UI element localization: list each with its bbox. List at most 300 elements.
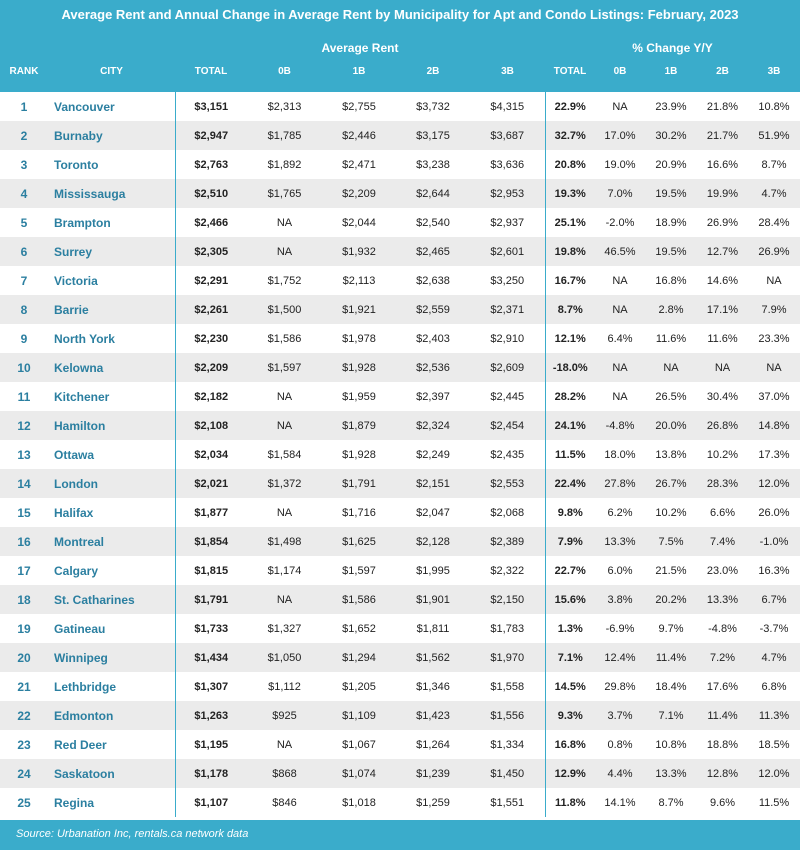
cell-rent-1b: $1,716 [342, 506, 376, 519]
cell-change-3b: 10.8% [758, 100, 790, 113]
table-row [0, 179, 800, 208]
cell-rent-total: $1,854 [175, 527, 247, 556]
cell-change-2b: 30.4% [706, 390, 739, 403]
cell-city: Toronto [54, 157, 99, 172]
cell-rank: 17 [17, 563, 31, 578]
column-header-change-3b: 3B [767, 66, 781, 77]
cell-rent-2b: $1,423 [396, 701, 470, 730]
cell-city: St. Catharines [48, 585, 175, 614]
table-row [0, 237, 800, 266]
cell-change-2b: NA [697, 353, 748, 382]
cell-change-3b: 6.8% [761, 680, 787, 693]
table-row [0, 759, 800, 788]
cell-change-0b: -6.9% [605, 622, 635, 635]
cell-rent-3b: $2,553 [470, 469, 545, 498]
column-header-change-total: TOTAL [553, 66, 587, 77]
cell-change-total: 20.8% [545, 150, 595, 179]
cell-rent-2b: $3,175 [396, 121, 470, 150]
cell-city: Brampton [54, 215, 111, 230]
cell-change-2b: 7.4% [697, 527, 748, 556]
cell-rent-0b: $1,050 [247, 643, 322, 672]
cell-rent-total: $2,108 [175, 411, 247, 440]
cell-change-2b: 28.3% [697, 469, 748, 498]
cell-rent-total: $2,291 [175, 266, 247, 295]
cell-rent-2b: $2,403 [416, 332, 450, 345]
cell-rank: 13 [17, 447, 31, 462]
cell-rent-3b: $3,250 [490, 274, 525, 287]
table-row [0, 643, 800, 672]
cell-change-2b: 17.6% [706, 680, 739, 693]
cell-change-3b: -3.7% [759, 622, 789, 635]
cell-rent-1b: $1,074 [322, 759, 396, 788]
cell-change-3b: 18.5% [758, 738, 790, 751]
cell-city: Halifax [54, 505, 94, 520]
cell-change-total: 16.7% [545, 266, 595, 295]
cell-rent-0b: $925 [247, 701, 322, 730]
column-header-change-2b: 2B [716, 66, 729, 77]
cell-rent-0b: $1,785 [247, 121, 322, 150]
cell-rank: 25 [17, 795, 31, 810]
table-row [0, 324, 800, 353]
cell-change-1b: 9.7% [658, 622, 684, 635]
cell-rent-2b: $1,239 [396, 759, 470, 788]
cell-rent-1b: $1,791 [322, 469, 396, 498]
cell-rank: 21 [17, 679, 31, 694]
cell-change-total: 22.7% [545, 556, 595, 585]
cell-rank: 16 [0, 527, 48, 556]
cell-rent-1b: $1,205 [342, 680, 376, 693]
cell-change-0b: 46.5% [595, 237, 645, 266]
cell-change-total: 11.8% [545, 788, 595, 817]
cell-change-3b: 14.8% [748, 411, 800, 440]
table-row [0, 701, 800, 730]
cell-change-1b: 2.8% [645, 295, 697, 324]
percent-change-group-label: % Change Y/Y [632, 41, 713, 55]
cell-rent-3b: $1,970 [470, 643, 545, 672]
table-row [0, 498, 800, 527]
cell-city: Montreal [48, 527, 175, 556]
cell-rent-3b: $2,389 [470, 527, 545, 556]
cell-change-0b: 17.0% [595, 121, 645, 150]
source-note: Source: Urbanation Inc, rentals.ca network data [16, 828, 249, 840]
cell-change-2b: 26.9% [706, 216, 739, 229]
source-footer [0, 820, 800, 850]
cell-change-3b: 8.7% [761, 158, 787, 171]
cell-change-3b: 26.0% [758, 506, 790, 519]
table-header [0, 0, 800, 92]
cell-rent-3b: $2,910 [490, 332, 525, 345]
cell-rent-1b: $1,928 [342, 448, 376, 461]
cell-rent-3b: $1,783 [490, 622, 525, 635]
cell-change-total: 22.4% [545, 469, 595, 498]
cell-change-total: 7.1% [545, 643, 595, 672]
cell-change-0b: 6.0% [607, 564, 633, 577]
cell-change-3b: 12.0% [748, 759, 800, 788]
report-title: Average Rent and Annual Change in Average Rent by Municipality for Apt and Condo Listings: February, 2023 [61, 7, 739, 22]
cell-change-3b: 11.3% [748, 701, 800, 730]
cell-rent-2b: $2,644 [396, 179, 470, 208]
cell-change-0b: 6.2% [607, 506, 633, 519]
cell-rent-0b: $1,765 [247, 179, 322, 208]
cell-rank: 7 [20, 273, 28, 288]
cell-rent-0b: $1,500 [247, 295, 322, 324]
column-header-change-1b: 1B [664, 66, 678, 77]
table-row [0, 266, 800, 295]
cell-rent-0b: $1,327 [267, 622, 302, 635]
cell-city: Vancouver [54, 99, 115, 114]
table-row [0, 353, 800, 382]
cell-rent-2b: $1,264 [416, 738, 450, 751]
cell-rent-1b: $1,879 [322, 411, 396, 440]
cell-change-0b: 14.1% [604, 796, 636, 809]
cell-city: Lethbridge [54, 679, 116, 694]
table-row [0, 614, 800, 643]
cell-rent-0b: $1,112 [268, 680, 301, 693]
cell-rent-total: $2,305 [175, 237, 247, 266]
cell-rent-3b: $3,636 [490, 158, 525, 171]
cell-change-1b: 7.1% [645, 701, 697, 730]
cell-rank: 15 [17, 505, 31, 520]
cell-change-total: 22.9% [545, 92, 595, 121]
cell-change-3b: 11.5% [758, 796, 790, 809]
cell-change-3b: NA [766, 274, 782, 287]
cell-rent-total: $1,791 [175, 585, 247, 614]
cell-rent-1b: $1,586 [322, 585, 396, 614]
cell-change-0b: NA [612, 390, 628, 403]
cell-change-1b: NA [645, 353, 697, 382]
cell-rent-1b: $1,932 [322, 237, 396, 266]
cell-change-3b: 26.9% [748, 237, 800, 266]
cell-change-2b: 9.6% [709, 796, 736, 809]
cell-change-3b: 4.7% [748, 643, 800, 672]
cell-rent-total: $2,466 [175, 208, 247, 237]
cell-change-0b: NA [612, 100, 628, 113]
cell-rent-1b: $1,928 [322, 353, 396, 382]
table-row [0, 440, 800, 469]
cell-change-1b: 16.8% [655, 274, 687, 287]
cell-change-2b: 21.8% [706, 100, 739, 113]
table-row [0, 121, 800, 150]
cell-change-3b: 28.4% [758, 216, 790, 229]
cell-rent-1b: $2,044 [342, 216, 376, 229]
cell-change-1b: 30.2% [645, 121, 697, 150]
table-row [0, 208, 800, 237]
cell-rent-0b: NA [247, 237, 322, 266]
cell-change-1b: 19.5% [645, 237, 697, 266]
cell-change-1b: 11.4% [645, 643, 697, 672]
cell-rent-1b: $1,652 [342, 622, 376, 635]
cell-change-1b: 26.7% [645, 469, 697, 498]
cell-city: Kelowna [48, 353, 175, 382]
cell-rank: 23 [17, 737, 31, 752]
cell-change-2b: 12.8% [697, 759, 748, 788]
cell-rent-2b: $2,465 [396, 237, 470, 266]
cell-rent-0b: $1,372 [247, 469, 322, 498]
cell-change-1b: 13.3% [645, 759, 697, 788]
table-row [0, 788, 800, 817]
cell-change-total: 11.5% [545, 440, 595, 469]
cell-rent-1b: $1,018 [342, 796, 376, 809]
cell-rent-1b: $1,597 [342, 564, 376, 577]
cell-change-total: 19.3% [545, 179, 595, 208]
cell-rent-3b: $1,556 [470, 701, 545, 730]
cell-change-total: 19.8% [545, 237, 595, 266]
cell-rent-0b: $1,597 [247, 353, 322, 382]
cell-change-2b: 10.2% [706, 448, 739, 461]
cell-rent-1b: $1,625 [322, 527, 396, 556]
cell-rent-3b: $2,068 [490, 506, 525, 519]
cell-rent-2b: $2,536 [396, 353, 470, 382]
cell-change-3b: 7.9% [748, 295, 800, 324]
cell-change-1b: 20.0% [645, 411, 697, 440]
cell-change-total: 14.5% [545, 672, 595, 701]
cell-city: Barrie [48, 295, 175, 324]
cell-rent-total: $2,182 [175, 382, 247, 411]
cell-rent-0b: $1,584 [267, 448, 302, 461]
column-headers [0, 66, 800, 82]
cell-change-2b: 17.1% [697, 295, 748, 324]
cell-rent-3b: $1,334 [490, 738, 525, 751]
table-row [0, 382, 800, 411]
cell-change-0b: -2.0% [605, 216, 635, 229]
cell-change-total: 12.1% [545, 324, 595, 353]
cell-change-1b: 19.5% [645, 179, 697, 208]
cell-rent-total: $3,151 [175, 92, 247, 121]
cell-change-2b: 7.2% [697, 643, 748, 672]
cell-rent-2b: $2,151 [396, 469, 470, 498]
cell-change-total: 9.3% [545, 701, 595, 730]
cell-rent-total: $1,178 [175, 759, 247, 788]
cell-rent-2b: $2,249 [416, 448, 450, 461]
cell-change-0b: 7.0% [595, 179, 645, 208]
cell-change-0b: 4.4% [595, 759, 645, 788]
cell-rent-2b: $1,995 [416, 564, 450, 577]
cell-rent-0b: NA [247, 585, 322, 614]
cell-rent-3b: $1,558 [490, 680, 525, 693]
cell-rent-total: $2,763 [175, 150, 247, 179]
cell-change-2b: 14.6% [706, 274, 739, 287]
cell-change-0b: 12.4% [595, 643, 645, 672]
cell-rent-1b: $1,294 [322, 643, 396, 672]
cell-change-1b: 21.5% [655, 564, 687, 577]
cell-change-0b: 18.0% [604, 448, 636, 461]
cell-city: Edmonton [48, 701, 175, 730]
cell-rent-2b: $1,346 [416, 680, 450, 693]
cell-rent-2b: $1,901 [396, 585, 470, 614]
cell-change-0b: 29.8% [604, 680, 636, 693]
column-header-rent-2b: 2B [426, 66, 440, 77]
cell-rent-total: $1,733 [175, 614, 247, 643]
cell-change-total: 1.3% [545, 614, 595, 643]
cell-change-total: 32.7% [545, 121, 595, 150]
cell-rent-0b: $1,586 [267, 332, 302, 345]
cell-rent-0b: $1,498 [247, 527, 322, 556]
cell-rent-1b: $2,209 [322, 179, 396, 208]
cell-change-0b: NA [595, 295, 645, 324]
cell-rent-1b: $1,109 [322, 701, 396, 730]
cell-change-3b: 37.0% [758, 390, 790, 403]
cell-rent-3b: $1,551 [490, 796, 525, 809]
cell-rent-2b: $2,324 [396, 411, 470, 440]
cell-change-1b: 20.2% [645, 585, 697, 614]
cell-change-0b: 3.7% [595, 701, 645, 730]
cell-rent-2b: $2,047 [416, 506, 450, 519]
cell-rent-0b: $2,313 [267, 100, 302, 113]
cell-change-1b: 23.9% [655, 100, 687, 113]
cell-change-0b: NA [612, 274, 628, 287]
cell-rent-total: $2,209 [175, 353, 247, 382]
cell-rank: 11 [17, 389, 31, 404]
cell-rent-total: $2,947 [175, 121, 247, 150]
cell-change-0b: 19.0% [604, 158, 636, 171]
cell-rank: 8 [0, 295, 48, 324]
cell-change-0b: NA [595, 353, 645, 382]
cell-rent-1b: $2,471 [342, 158, 376, 171]
cell-rank: 24 [0, 759, 48, 788]
cell-rank: 3 [20, 157, 28, 172]
cell-rent-total: $1,434 [175, 643, 247, 672]
cell-rent-2b: $2,128 [396, 527, 470, 556]
cell-rent-2b: $2,540 [416, 216, 450, 229]
cell-city: Winnipeg [48, 643, 175, 672]
cell-rent-0b: $1,892 [267, 158, 302, 171]
cell-rent-total: $2,021 [175, 469, 247, 498]
cell-rent-2b: $3,732 [416, 100, 450, 113]
cell-rent-2b: $2,638 [416, 274, 450, 287]
table-row [0, 469, 800, 498]
cell-city: Surrey [48, 237, 175, 266]
cell-rank: 2 [0, 121, 48, 150]
table-row [0, 672, 800, 701]
table-row [0, 585, 800, 614]
cell-rank: 18 [0, 585, 48, 614]
cell-rent-0b: NA [276, 738, 293, 751]
cell-city: Calgary [54, 563, 99, 578]
cell-change-3b: 6.7% [748, 585, 800, 614]
cell-rent-total: $2,510 [175, 179, 247, 208]
cell-rent-total: $1,195 [175, 730, 247, 759]
cell-change-total: 7.9% [545, 527, 595, 556]
cell-change-total: -18.0% [545, 353, 595, 382]
cell-rent-3b: $2,322 [490, 564, 525, 577]
cell-rent-total: $1,307 [175, 672, 247, 701]
cell-rent-3b: $3,687 [470, 121, 545, 150]
cell-change-2b: 6.6% [709, 506, 736, 519]
cell-change-2b: 11.6% [707, 332, 738, 345]
cell-rent-3b: $2,445 [490, 390, 525, 403]
cell-change-total: 16.8% [545, 730, 595, 759]
cell-rent-2b: $1,259 [416, 796, 450, 809]
cell-rent-total: $1,877 [175, 498, 247, 527]
cell-rent-3b: $2,953 [470, 179, 545, 208]
cell-change-total: 28.2% [545, 382, 595, 411]
column-header-rent-1b: 1B [352, 66, 366, 77]
cell-change-3b: 17.3% [758, 448, 790, 461]
table-body [0, 92, 800, 817]
column-header-rent-3b: 3B [501, 66, 514, 77]
cell-change-0b: 0.8% [607, 738, 633, 751]
cell-change-total: 15.6% [545, 585, 595, 614]
cell-change-0b: -4.8% [595, 411, 645, 440]
cell-rank: 9 [20, 331, 28, 346]
table-body-container [0, 92, 800, 820]
cell-change-3b: 16.3% [758, 564, 790, 577]
cell-rent-3b: $2,601 [470, 237, 545, 266]
cell-city: Gatineau [54, 621, 106, 636]
cell-rent-0b: NA [276, 216, 293, 229]
cell-change-1b: 7.5% [645, 527, 697, 556]
cell-rent-2b: $1,811 [416, 622, 450, 635]
column-header-city: CITY [100, 66, 123, 77]
cell-city: North York [54, 331, 115, 346]
cell-rent-1b: $1,067 [342, 738, 376, 751]
cell-rent-2b: $2,397 [416, 390, 450, 403]
cell-change-2b: 11.4% [697, 701, 748, 730]
cell-rent-3b: $1,450 [470, 759, 545, 788]
cell-change-2b: 16.6% [706, 158, 739, 171]
cell-city: Hamilton [48, 411, 175, 440]
column-header-rank: RANK [9, 66, 39, 77]
cell-rent-3b: $2,609 [470, 353, 545, 382]
cell-rank: 20 [0, 643, 48, 672]
cell-change-1b: 8.7% [658, 796, 684, 809]
cell-city: Burnaby [48, 121, 175, 150]
cell-rank: 10 [0, 353, 48, 382]
cell-change-1b: 10.2% [655, 506, 687, 519]
cell-change-3b: -1.0% [748, 527, 800, 556]
cell-change-total: 24.1% [545, 411, 595, 440]
cell-city: Mississauga [48, 179, 175, 208]
table-row [0, 556, 800, 585]
cell-rent-total: $1,263 [175, 701, 247, 730]
cell-change-3b: 12.0% [748, 469, 800, 498]
table-row [0, 527, 800, 556]
cell-change-3b: 4.7% [748, 179, 800, 208]
column-header-change-0b: 0B [613, 66, 627, 77]
cell-change-2b: 23.0% [706, 564, 739, 577]
average-rent-group-label: Average Rent [321, 41, 399, 55]
cell-change-1b: 13.8% [655, 448, 687, 461]
cell-rent-2b: $3,238 [416, 158, 450, 171]
cell-rent-3b: $2,371 [470, 295, 545, 324]
cell-city: Ottawa [54, 447, 95, 462]
cell-change-2b: 19.9% [697, 179, 748, 208]
cell-rent-1b: $2,446 [322, 121, 396, 150]
cell-rent-3b: $2,454 [470, 411, 545, 440]
cell-city: London [48, 469, 175, 498]
rent-table [0, 92, 800, 817]
cell-change-1b: 10.8% [655, 738, 687, 751]
cell-rank: 1 [20, 99, 28, 114]
table-row [0, 92, 800, 121]
cell-city: Regina [54, 795, 95, 810]
cell-rank: 4 [0, 179, 48, 208]
cell-change-1b: 18.9% [655, 216, 687, 229]
table-row [0, 150, 800, 179]
cell-change-2b: 18.8% [706, 738, 739, 751]
cell-rent-3b: $4,315 [490, 100, 525, 113]
cell-change-1b: 26.5% [655, 390, 687, 403]
cell-change-total: 9.8% [545, 498, 595, 527]
column-header-rent-total: TOTAL [194, 66, 228, 77]
table-row [0, 295, 800, 324]
table-row [0, 730, 800, 759]
cell-rent-total: $1,815 [175, 556, 247, 585]
table-row [0, 411, 800, 440]
cell-rent-3b: $2,150 [470, 585, 545, 614]
cell-change-2b: 26.8% [697, 411, 748, 440]
cell-change-total: 8.7% [545, 295, 595, 324]
